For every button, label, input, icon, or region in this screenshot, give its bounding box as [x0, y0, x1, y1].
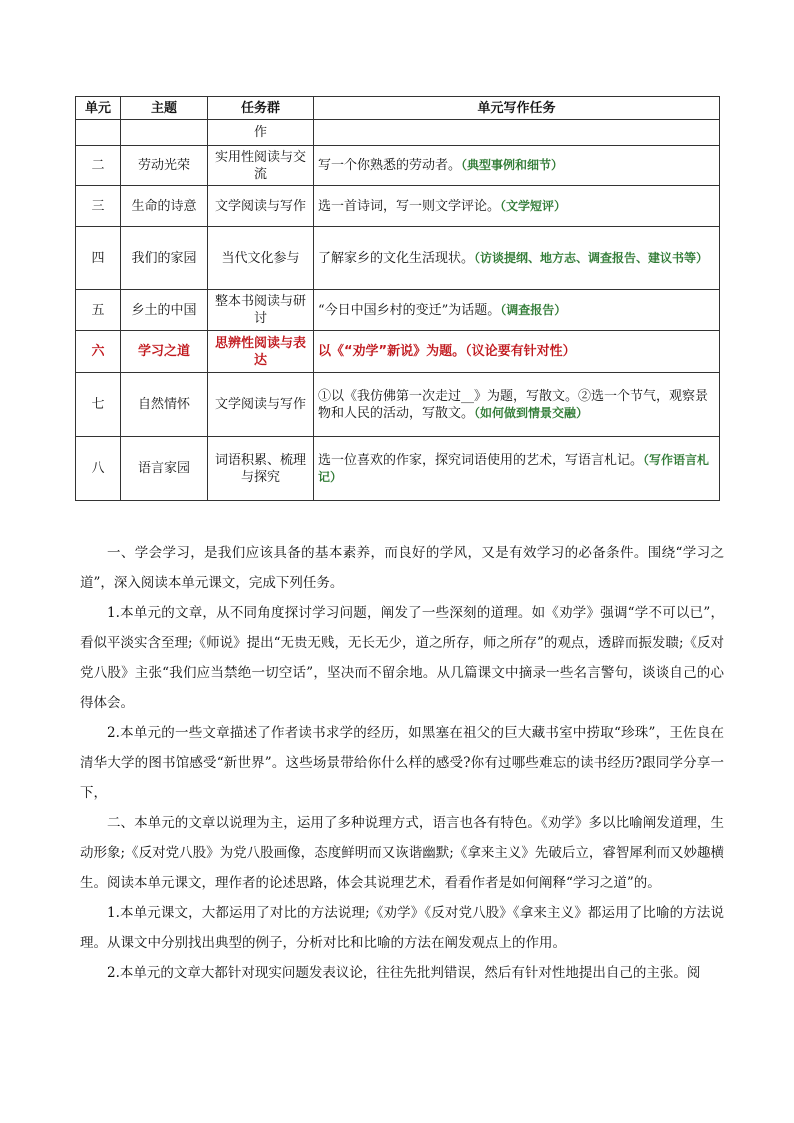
- task-group-cell: 词语积累、梳理与探究: [208, 437, 314, 501]
- table-row: [76, 227, 720, 290]
- writing-hint: （调查报告）: [500, 302, 567, 317]
- theme-cell: 劳动光荣: [121, 146, 208, 186]
- theme-cell: 语言家园: [121, 437, 208, 501]
- task-group-cell: 思辨性阅读与表达: [208, 331, 314, 373]
- writing-hint: （访谈提纲、地方志、调查报告、建议书等）: [474, 250, 709, 265]
- task-group-cell: 实用性阅读与交流: [208, 146, 314, 186]
- writing-task-cell: 以《“劝学”新说》为题。（议论要有针对性）: [314, 331, 720, 373]
- theme-cell: 自然情怀: [121, 373, 208, 437]
- table-row: [76, 437, 720, 501]
- task-group-cell: 文学阅读与写作: [208, 373, 314, 437]
- task-group-cell: 当代文化参与: [208, 227, 314, 290]
- body-text: [80, 538, 724, 988]
- table-row: [76, 290, 720, 331]
- table-header-row: [76, 97, 720, 120]
- task-group-cell: 作: [208, 120, 314, 146]
- paragraph: 1.本单元的文章，从不同角度探讨学习问题，阐发了一些深刻的道理。如《劝学》强调“学不可以已”，看似平淡实含至理;《师说》提出“无贵无贱，无长无少，道之所存，师之所存”的观点，透辟而振发聩;《反对党八股》主张“我们应当禁绝一切空话”，坚决而不留余地。从几篇课文中摘录一些名言警句，谈谈自己的心得体会。: [80, 605, 724, 711]
- writing-hint: （写作语言札记）: [318, 452, 710, 484]
- theme-cell: 生命的诗意: [121, 186, 208, 227]
- header-writing-task: 单元写作任务: [314, 97, 720, 120]
- writing-hint: （文学短评）: [500, 198, 567, 213]
- header-theme: 主题: [121, 97, 208, 120]
- unit-number: 二: [76, 146, 121, 186]
- writing-task-cell: 选一位喜欢的作家，探究词语使用的艺术，写语言札记。（写作语言札记）: [314, 437, 720, 501]
- writing-task-cell: 写一个你熟悉的劳动者。（典型事例和细节）: [314, 146, 720, 186]
- unit-number: 五: [76, 290, 121, 331]
- header-task-group: 任务群: [208, 97, 314, 120]
- writing-task-cell: 了解家乡的文化生活现状。（访谈提纲、地方志、调查报告、建议书等）: [314, 227, 720, 290]
- unit-number: 三: [76, 186, 121, 227]
- task-group-cell: 整本书阅读与研讨: [208, 290, 314, 331]
- table-row: [76, 146, 720, 186]
- writing-task-cell: ①以《我仿佛第一次走过__》为题，写散文。②选一个节气，观察景物和人民的活动，写散文。（如何做到情景交融）: [314, 373, 720, 437]
- paragraph: 2.本单元的一些文章描述了作者读书求学的经历，如黑塞在祖父的巨大藏书室中捞取“珍珠”，王佐良在清华大学的图书馆感受“新世界”。这些场景带给你什么样的感受?你有过哪些难忘的读书经历?跟同学分享一下，: [80, 725, 724, 801]
- unit-number: 七: [76, 373, 121, 437]
- theme-cell: 我们的家园: [121, 227, 208, 290]
- writing-task-cell: “今日中国乡村的变迁”为话题。（调查报告）: [314, 290, 720, 331]
- paragraph: 二、本单元的文章以说理为主，运用了多种说理方式，语言也各有特色。《劝学》多以比喻阐发道理，生动形象;《反对党八股》为党八股画像，态度鲜明而又诙谐幽默;《拿来主义》先破后立，睿智犀利而又妙趣横生。阅读本单元课文，理作者的论述思路，体会其说理艺术，看看作者是如何阐释“学习之道”的。: [80, 815, 724, 891]
- writing-task-cell: 选一首诗词，写一则文学评论。（文学短评）: [314, 186, 720, 227]
- header-unit: 单元: [76, 97, 121, 120]
- writing-hint: （典型事例和细节）: [461, 158, 564, 172]
- unit-writing-table: [75, 96, 720, 501]
- unit-number: 八: [76, 437, 121, 501]
- theme-cell: 乡土的中国: [121, 290, 208, 331]
- task-group-cell: 文学阅读与写作: [208, 186, 314, 227]
- table-row: [76, 186, 720, 227]
- writing-hint: （如何做到情景交融）: [474, 405, 589, 420]
- paragraph: 2.本单元的文章大都针对现实问题发表议论，往往先批判错误，然后有针对性地提出自己的主张。阅: [107, 965, 701, 981]
- paragraph: 一、学会学习，是我们应该具备的基本素养，而良好的学风，又是有效学习的必备条件。围绕“学习之道”，深入阅读本单元课文，完成下列任务。: [80, 545, 724, 591]
- table-row: [76, 373, 720, 437]
- paragraph: 1.本单元课文，大都运用了对比的方法说理;《劝学》《反对党八股》《拿来主义》都运用了比喻的方法说理。从课文中分别找出典型的例子，分析对比和比喻的方法在阐发观点上的作用。: [80, 905, 724, 951]
- table-row-highlighted: [76, 331, 720, 373]
- unit-number: 六: [76, 331, 121, 373]
- theme-cell: 学习之道: [121, 331, 208, 373]
- table-row: [76, 120, 720, 146]
- unit-number: 四: [76, 227, 121, 290]
